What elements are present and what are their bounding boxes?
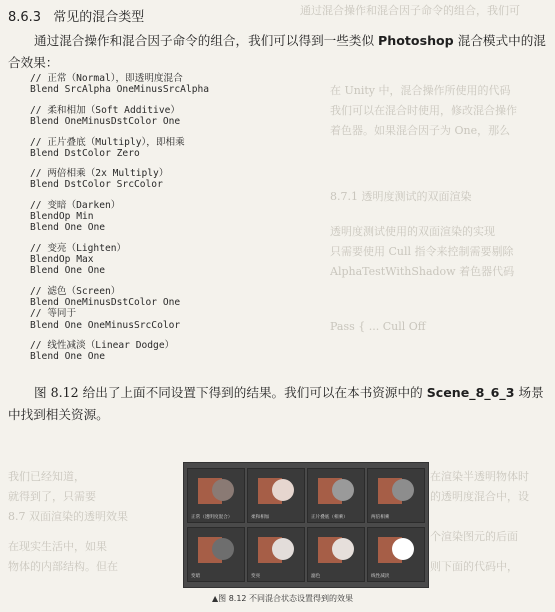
code-block	[30, 200, 330, 234]
code-line: Blend One One	[30, 265, 106, 277]
blend-circle	[332, 479, 354, 501]
cell-label: 两倍相乘	[371, 515, 390, 520]
code-comment: // 线性减淡（Linear Dodge）	[30, 340, 175, 352]
code-comment: // 滤色（Screen）	[30, 285, 121, 297]
code-line: BlendOp Max	[30, 254, 94, 266]
code-line: Blend DstColor SrcColor	[30, 179, 163, 191]
code-comment: // 变暗（Darken）	[30, 200, 121, 212]
section-number: 8.6.3	[8, 10, 42, 25]
code-block	[30, 340, 330, 362]
code-comment: // 变亮（Lighten）	[30, 243, 127, 255]
cell-label: 变暗	[191, 574, 201, 579]
result-text-2: 场景中找到相关资源。	[8, 385, 544, 422]
result-paragraph	[8, 382, 548, 426]
cell-label: 线性减淡	[371, 574, 390, 579]
section-title: 常见的混合类型	[53, 10, 145, 25]
figure-cell	[248, 528, 304, 581]
code-block	[30, 168, 330, 190]
code-block	[30, 243, 330, 277]
figure-cell	[188, 469, 244, 522]
code-line: Blend SrcAlpha OneMinusSrcAlpha	[30, 84, 210, 96]
code-line: Blend One One	[30, 351, 106, 363]
code-block	[30, 105, 330, 127]
code-comment: // 两倍相乘（2x Multiply）	[30, 168, 169, 180]
scene-name: Scene_8_6_3	[426, 385, 515, 400]
figure-cell	[308, 469, 364, 522]
code-listing	[30, 73, 330, 372]
code-block	[30, 137, 330, 159]
code-block	[30, 286, 330, 331]
code-comment: // 正片叠底（Multiply），即相乘	[30, 136, 185, 148]
intro-paragraph	[8, 30, 548, 74]
blend-circle	[212, 479, 234, 501]
cell-label: 柔和相加	[251, 515, 270, 520]
cell-label: 正常（透明度混合）	[191, 515, 233, 520]
figure-caption: ▲图 8.12 不同混合状态设置得到的效果	[212, 594, 354, 603]
figure-cell	[308, 528, 364, 581]
intro-text-2: 混合模式中的混合效果：	[8, 33, 546, 70]
blend-circle	[332, 538, 354, 560]
code-line: Blend OneMinusDstColor One	[30, 297, 181, 309]
cell-label: 正片叠底（相乘）	[311, 515, 348, 520]
result-text-1: 图 8.12 给出了上面不同设置下得到的结果。我们可以在本书资源中的	[34, 385, 423, 400]
figure-cell	[368, 469, 424, 522]
intro-bold-term: Photoshop	[378, 33, 454, 48]
code-line: Blend OneMinusDstColor One	[30, 115, 181, 127]
code-line: Blend One OneMinusSrcColor	[30, 319, 181, 331]
code-line: // 等同于	[30, 308, 77, 320]
figure-cell	[188, 528, 244, 581]
figure-cell	[248, 469, 304, 522]
blend-circle	[212, 538, 234, 560]
figure-cell	[368, 528, 424, 581]
code-comment: // 正常（Normal），即透明度混合	[30, 73, 183, 84]
figure-8-12	[183, 462, 429, 588]
blend-circle	[392, 479, 414, 501]
section-heading	[8, 6, 144, 25]
code-block	[30, 73, 330, 95]
code-line: BlendOp Min	[30, 211, 94, 223]
code-line: Blend DstColor Zero	[30, 147, 140, 159]
book-page: 通过混合操作和混合因子命令的组合，我们可 在 Unity 中，混合操作所使用的代码 我们可以在混合时使用，修改混合操作 着色器。如果混合因子为 One，那么 8.7.1 透明度测试的双面渲染 透明度测试使用的双面渲染的实现 只需要使用 Cull 指令来控制需要剔除 AlphaTestWithShadow 着色器代码 Pass { ... Cull Off 在渲染半透明物体时 的透明度混合中，设 个渲染图元的后面 则下面的代码中， 我们已经知道， 就得到了，只需要 8.7 双面渲染的透明效果 在现实生活中，如果 物体的内部结构。但在 8.6.3 常见的混合类型 通过混合操作和混合因子命令的组合，我们可以得到一些类似 Photoshop 混合模式中的混合效果： // 正常（Normal），即透明度混合 Blend SrcAlpha OneMinusSrcAlpha // 柔和相加（Soft Additive） Blend OneMinusDstColor One // 正片叠底（Multiply），即相乘 Blend DstColor Zero // 两倍相乘（2x Multiply） Blend DstColor SrcColor // 变暗（Darken） BlendOp Min Blend One One // 变亮（Lighten） BlendOp Max Blend One One // 滤色（Screen） Blend OneMinusDstColor One // 等同于 Blend One OneMinusSrcColor // 线性减淡（Linear Dodge） Blend One One 图 8.12 给出了上面不同设置下得到的结果。我们可以在本书资源中的 Scene_8_6_3 场景中找到相关资源。 正常（透明度混合） 柔和相加 正片叠底（相乘） 两倍相乘 变暗 变亮 滤色 线性减淡 ▲图 8.12 不同混合状态设置得到的效果	[0, 0, 555, 612]
blend-circle	[392, 538, 414, 560]
cell-label: 变亮	[251, 574, 261, 579]
blend-circle	[272, 538, 294, 560]
blend-circle	[272, 479, 294, 501]
code-line: Blend One One	[30, 222, 106, 234]
code-comment: // 柔和相加（Soft Additive）	[30, 104, 180, 116]
cell-label: 滤色	[311, 574, 321, 579]
intro-text-1: 通过混合操作和混合因子命令的组合，我们可以得到一些类似	[34, 33, 375, 48]
